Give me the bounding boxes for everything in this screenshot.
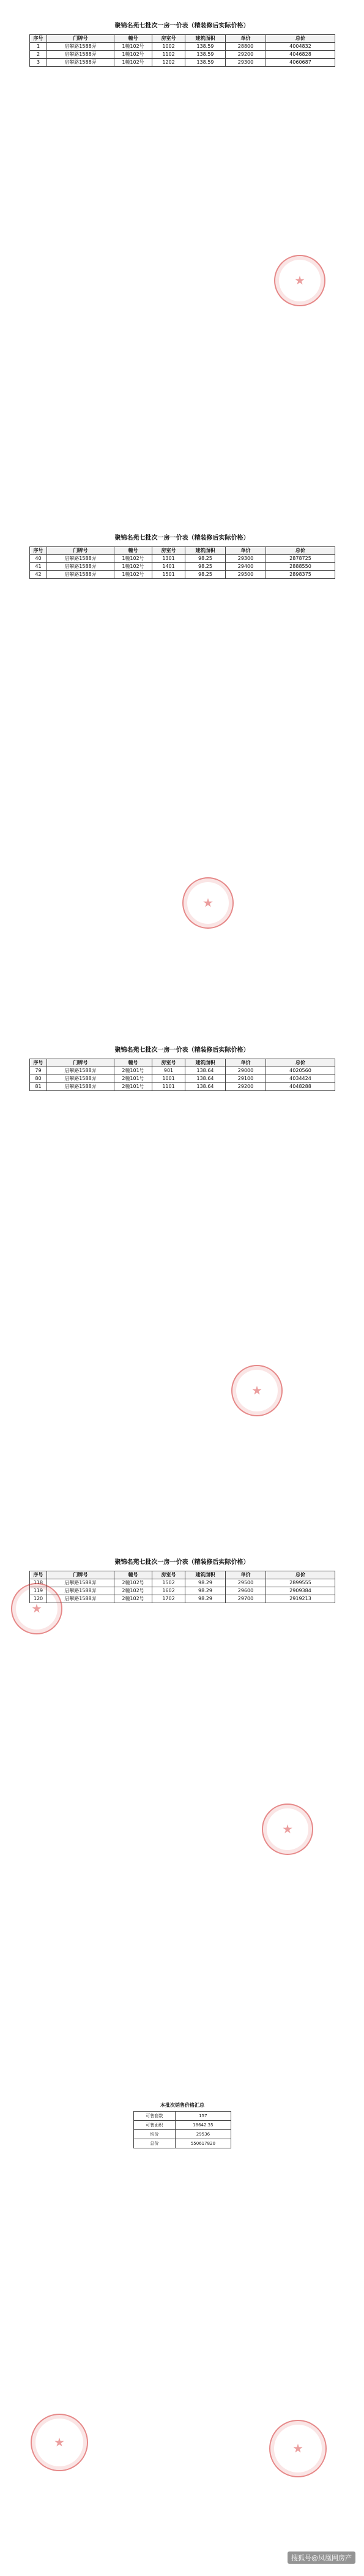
table-row [30, 1067, 335, 1075]
table-cell: 42 [30, 571, 47, 579]
summary-title: 本批次销售价格汇总 [160, 2102, 204, 2108]
summary-value: 29536 [175, 2130, 231, 2139]
summary-row [134, 2121, 231, 2130]
column-header: 房室号 [152, 1059, 185, 1067]
table-cell: 启攀路1588弄 [47, 51, 114, 59]
red-seal-stamp [262, 1804, 313, 1855]
table-cell: 1101 [152, 1083, 185, 1091]
table-cell: 2919213 [266, 1595, 335, 1603]
column-header: 门牌号 [47, 35, 114, 43]
column-header: 序号 [30, 547, 47, 555]
price-table [29, 1059, 335, 1091]
table-cell: 4046828 [266, 51, 335, 59]
column-header: 门牌号 [47, 1571, 114, 1579]
table-cell: 2幢102号 [114, 1595, 152, 1603]
column-header: 总价 [266, 1059, 335, 1067]
table-cell: 138.59 [185, 59, 226, 67]
table-cell: 98.29 [185, 1587, 226, 1595]
table-cell: 4048288 [266, 1083, 335, 1091]
red-seal-stamp [269, 2420, 327, 2477]
table-cell: 80 [30, 1075, 47, 1083]
table-cell: 29200 [226, 51, 266, 59]
red-seal-stamp [31, 2414, 88, 2471]
summary-label: 均价 [134, 2130, 176, 2139]
table-cell: 1602 [152, 1587, 185, 1595]
table-cell: 29600 [226, 1587, 266, 1595]
table-cell: 29000 [226, 1067, 266, 1075]
table-cell: 启攀路1588弄 [47, 1595, 114, 1603]
table-cell: 29100 [226, 1075, 266, 1083]
table-cell: 1401 [152, 563, 185, 571]
column-header: 门牌号 [47, 547, 114, 555]
summary-row [134, 2130, 231, 2139]
table-body [30, 1579, 335, 1603]
column-header: 总价 [266, 547, 335, 555]
table-cell: 28800 [226, 43, 266, 51]
table-cell: 2幢101号 [114, 1067, 152, 1075]
table-cell: 138.64 [185, 1075, 226, 1083]
red-seal-stamp [11, 1583, 62, 1634]
table-row [30, 563, 335, 571]
column-header: 单价 [226, 547, 266, 555]
table-row [30, 1579, 335, 1587]
column-header: 建筑面积 [185, 547, 226, 555]
table-cell: 138.64 [185, 1083, 226, 1091]
summary-value: 18642.35 [175, 2121, 231, 2130]
table-cell: 启攀路1588弄 [47, 1083, 114, 1091]
table-cell: 启攀路1588弄 [47, 555, 114, 563]
table-cell: 138.64 [185, 1067, 226, 1075]
column-header: 幢号 [114, 35, 152, 43]
column-header: 建筑面积 [185, 35, 226, 43]
table-cell: 118 [30, 1579, 47, 1587]
column-header: 总价 [266, 35, 335, 43]
table-cell: 29700 [226, 1595, 266, 1603]
table-cell: 2909384 [266, 1587, 335, 1595]
table-cell: 1202 [152, 59, 185, 67]
column-header: 序号 [30, 1571, 47, 1579]
table-cell: 4034424 [266, 1075, 335, 1083]
table-header-row [30, 1059, 335, 1067]
table-cell: 1502 [152, 1579, 185, 1587]
table-cell: 98.25 [185, 571, 226, 579]
table-row [30, 51, 335, 59]
table-cell: 启攀路1588弄 [47, 1579, 114, 1587]
table-row [30, 43, 335, 51]
table-cell: 119 [30, 1587, 47, 1595]
column-header: 门牌号 [47, 1059, 114, 1067]
table-cell: 98.29 [185, 1579, 226, 1587]
column-header: 序号 [30, 1059, 47, 1067]
red-seal-stamp [182, 877, 234, 929]
table-cell: 29300 [226, 555, 266, 563]
summary-value: 157 [175, 2112, 231, 2121]
column-header: 单价 [226, 1571, 266, 1579]
table-cell: 138.59 [185, 43, 226, 51]
table-cell: 2幢101号 [114, 1075, 152, 1083]
table-row [30, 571, 335, 579]
table-body [30, 43, 335, 67]
table-cell: 启攀路1588弄 [47, 1067, 114, 1075]
table-cell: 2878725 [266, 555, 335, 563]
table-cell: 29500 [226, 1579, 266, 1587]
table-row [30, 59, 335, 67]
table-cell: 4020560 [266, 1067, 335, 1075]
summary-label: 可售面积 [134, 2121, 176, 2130]
table-cell: 1301 [152, 555, 185, 563]
column-header: 房室号 [152, 1571, 185, 1579]
table-cell: 901 [152, 1067, 185, 1075]
price-table-page-3 [29, 1046, 335, 1091]
table-cell: 1幢102号 [114, 571, 152, 579]
table-cell: 4060687 [266, 59, 335, 67]
price-table-page-1 [29, 22, 335, 67]
column-header: 单价 [226, 35, 266, 43]
table-header-row [30, 35, 335, 43]
price-table-page-4 [29, 1558, 335, 1603]
table-cell: 1001 [152, 1075, 185, 1083]
table-cell: 2幢102号 [114, 1587, 152, 1595]
table-cell: 98.25 [185, 563, 226, 571]
table-row [30, 1075, 335, 1083]
column-header: 建筑面积 [185, 1059, 226, 1067]
table-cell: 79 [30, 1067, 47, 1075]
table-cell: 29200 [226, 1083, 266, 1091]
table-cell: 启攀路1588弄 [47, 571, 114, 579]
summary-row [134, 2112, 231, 2121]
table-cell: 2888550 [266, 563, 335, 571]
summary-body [134, 2112, 231, 2148]
table-cell: 3 [30, 59, 47, 67]
table-cell: 1002 [152, 43, 185, 51]
table-row [30, 1595, 335, 1603]
column-header: 幢号 [114, 1571, 152, 1579]
table-cell: 98.25 [185, 555, 226, 563]
table-body [30, 1067, 335, 1091]
price-table [29, 1571, 335, 1603]
red-seal-stamp [231, 1365, 283, 1416]
summary-label: 可售套数 [134, 2112, 176, 2121]
table-cell: 41 [30, 563, 47, 571]
table-cell: 启攀路1588弄 [47, 1587, 114, 1595]
table-cell: 98.29 [185, 1595, 226, 1603]
table-body [30, 555, 335, 579]
price-summary [133, 2101, 231, 2148]
price-table [29, 546, 335, 579]
table-row [30, 555, 335, 563]
table-cell: 4004832 [266, 43, 335, 51]
table-cell: 2 [30, 51, 47, 59]
table-cell: 2幢102号 [114, 1579, 152, 1587]
price-table-page-2 [29, 534, 335, 579]
red-seal-stamp [274, 255, 325, 306]
column-header: 总价 [266, 1571, 335, 1579]
price-table [29, 34, 335, 67]
table-header-row [30, 1571, 335, 1579]
page-title: 聚锦名苑七批次一房一价表（精装修后实际价格） [114, 1559, 250, 1566]
table-row [30, 1083, 335, 1091]
table-cell: 29500 [226, 571, 266, 579]
column-header: 单价 [226, 1059, 266, 1067]
summary-row [134, 2139, 231, 2148]
column-header: 幢号 [114, 1059, 152, 1067]
table-cell: 2899555 [266, 1579, 335, 1587]
page-title: 聚锦名苑七批次一房一价表（精装修后实际价格） [114, 23, 250, 29]
table-cell: 1501 [152, 571, 185, 579]
table-cell: 1702 [152, 1595, 185, 1603]
table-cell: 启攀路1588弄 [47, 59, 114, 67]
summary-label: 总价 [134, 2139, 176, 2148]
table-cell: 启攀路1588弄 [47, 563, 114, 571]
table-cell: 40 [30, 555, 47, 563]
table-cell: 81 [30, 1083, 47, 1091]
column-header: 建筑面积 [185, 1571, 226, 1579]
page-title: 聚锦名苑七批次一房一价表（精装修后实际价格） [114, 1047, 250, 1054]
summary-value: 550617820 [175, 2139, 231, 2148]
table-cell: 2898375 [266, 571, 335, 579]
table-cell: 1幢102号 [114, 555, 152, 563]
table-cell: 1幢102号 [114, 51, 152, 59]
summary-table [133, 2111, 231, 2148]
source-watermark: 搜狐号@凤凰网房产 [288, 2551, 355, 2564]
table-cell: 29300 [226, 59, 266, 67]
column-header: 幢号 [114, 547, 152, 555]
table-cell: 2幢101号 [114, 1083, 152, 1091]
table-row [30, 1587, 335, 1595]
table-cell: 1 [30, 43, 47, 51]
column-header: 房室号 [152, 547, 185, 555]
table-cell: 1幢102号 [114, 563, 152, 571]
table-cell: 120 [30, 1595, 47, 1603]
column-header: 序号 [30, 35, 47, 43]
page-title: 聚锦名苑七批次一房一价表（精装修后实际价格） [114, 535, 250, 542]
table-cell: 29400 [226, 563, 266, 571]
table-cell: 启攀路1588弄 [47, 1075, 114, 1083]
table-cell: 1幢102号 [114, 43, 152, 51]
table-cell: 1幢102号 [114, 59, 152, 67]
table-cell: 启攀路1588弄 [47, 43, 114, 51]
column-header: 房室号 [152, 35, 185, 43]
table-header-row [30, 547, 335, 555]
table-cell: 1102 [152, 51, 185, 59]
table-cell: 138.59 [185, 51, 226, 59]
